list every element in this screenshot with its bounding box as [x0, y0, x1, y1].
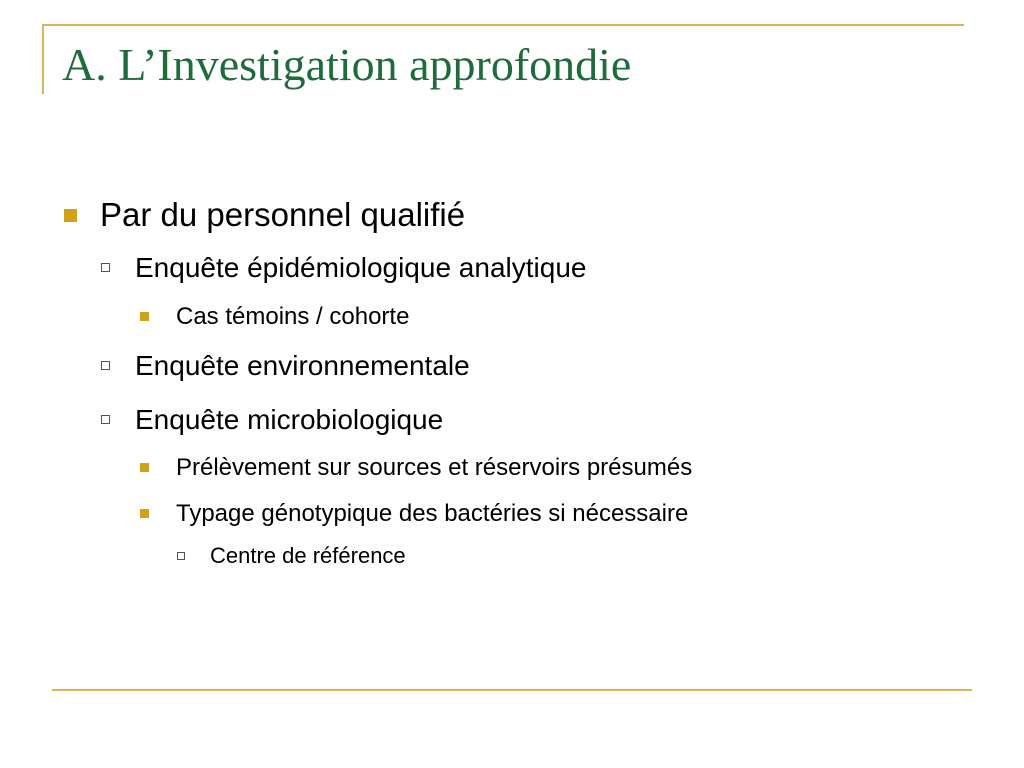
bullet-level3 [140, 453, 692, 482]
top-accent-line [42, 24, 964, 26]
hollow-square-bullet-icon [177, 552, 185, 560]
hollow-square-bullet-icon [101, 415, 110, 424]
bullet-text: Par du personnel qualifié [100, 196, 466, 234]
bullet-level4 [177, 542, 406, 569]
hollow-square-bullet-icon [101, 263, 110, 272]
bullet-level3 [140, 499, 688, 528]
bullet-text: Centre de référence [210, 543, 406, 569]
bullet-text: Typage génotypique des bactéries si nécessaire [176, 499, 689, 527]
bullet-text: Enquête environnementale [135, 349, 470, 381]
bottom-accent-line [52, 689, 972, 691]
bullet-level2 [101, 348, 470, 382]
hollow-square-bullet-icon [101, 361, 110, 370]
bullet-level3 [140, 302, 409, 331]
filled-square-bullet-icon [140, 463, 149, 472]
filled-square-bullet-icon [140, 509, 149, 518]
bullet-level2 [101, 250, 586, 284]
bullet-text: Cas témoins / cohorte [176, 302, 410, 330]
bullet-level1 [64, 194, 465, 234]
bullet-text: Enquête épidémiologique analytique [135, 251, 587, 283]
filled-square-bullet-icon [64, 209, 77, 222]
slide-title: A. L’Investigation approfondie [62, 39, 632, 90]
left-accent-line [42, 24, 44, 94]
bullet-text: Prélèvement sur sources et réservoirs présumés [176, 453, 693, 481]
bullet-level2 [101, 402, 443, 436]
filled-square-bullet-icon [140, 312, 149, 321]
bullet-text: Enquête microbiologique [135, 403, 444, 435]
